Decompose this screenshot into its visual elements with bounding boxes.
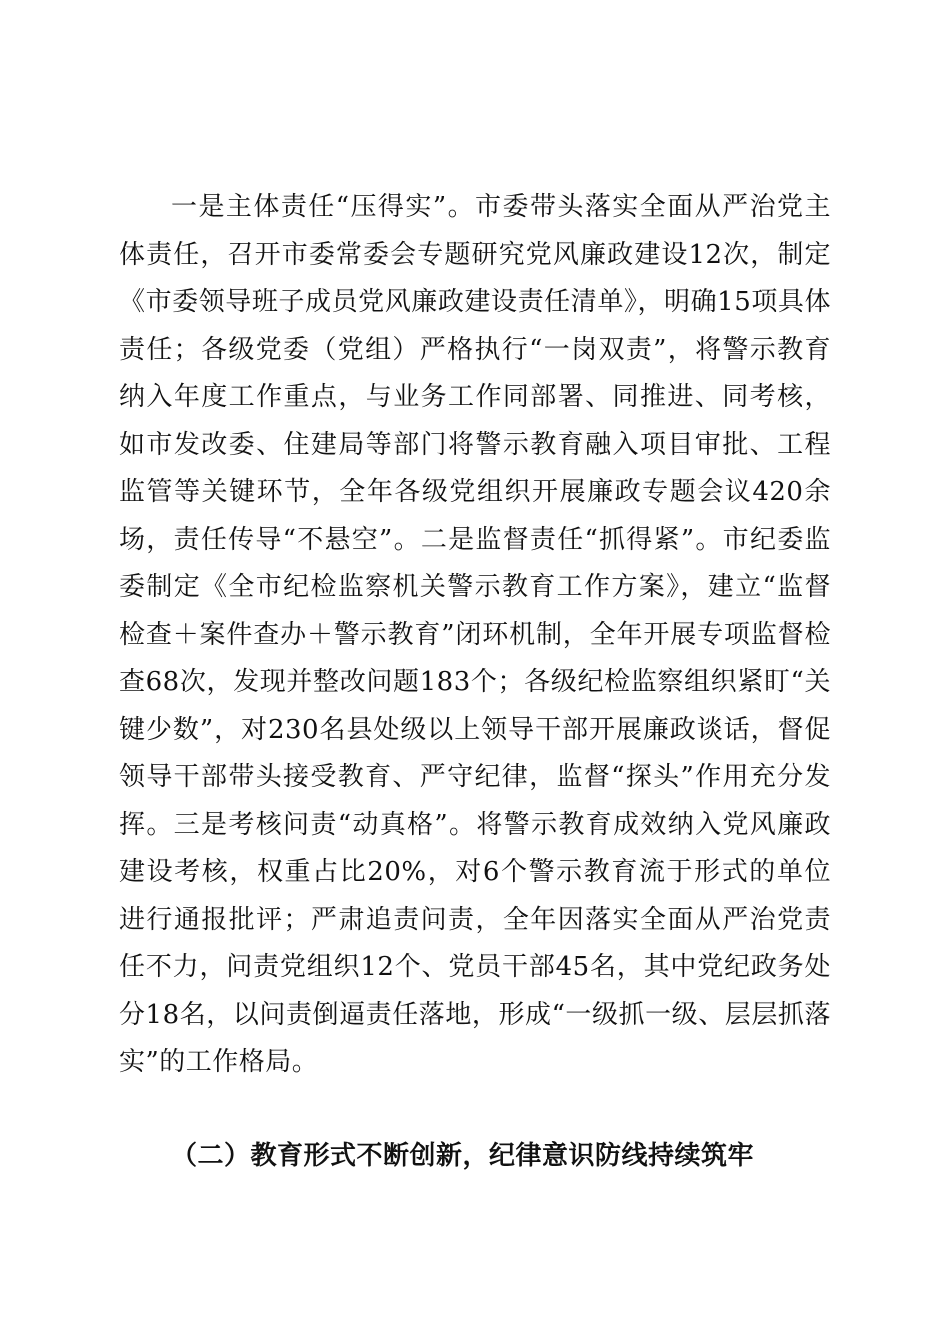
section-heading: （二）教育形式不断创新，纪律意识防线持续筑牢 (171, 1141, 755, 1171)
body-paragraph: 一是主体责任“压得实”。市委带头落实全面从严治党主体责任，召开市委常委会专题研究党风廉政建设12次，制定《市委领导班子成员党风廉政建设责任清单》，明确15项具体责任；各级党委（党组）严格执行“一岗双责”，将警示教育纳入年度工作重点，与业务工作同部署、同推进、同考核，如市发改委、住建局等部门将警示教育融入项目审批、工程监管等关键环节，全年各级党组织开展廉政专题会议420余场，责任传导“不悬空”。二是监督责任“抓得紧”。市纪委监委制定《全市纪检监察机关警示教育工作方案》，建立“监督检查＋案件查办＋警示教育”闭环机制，全年开展专项监督检查68次，发现并整改问题183个；各级纪检监察组织紧盯“关键少数”，对230名县处级以上领导干部开展廉政谈话，督促领导干部带头接受教育、严守纪律，监督“探头”作用充分发挥。三是考核问责“动真格”。将警示教育成效纳入党风廉政建设考核，权重占比20%，对6个警示教育流于形式的单位进行通报批评；严肃追责问责，全年因落实全面从严治党责任不力，问责党组织12个、党员干部45名，其中党纪政务处分18名，以问责倒逼责任落地，形成“一级抓一级、层层抓落实”的工作格局。 (119, 192, 831, 1077)
